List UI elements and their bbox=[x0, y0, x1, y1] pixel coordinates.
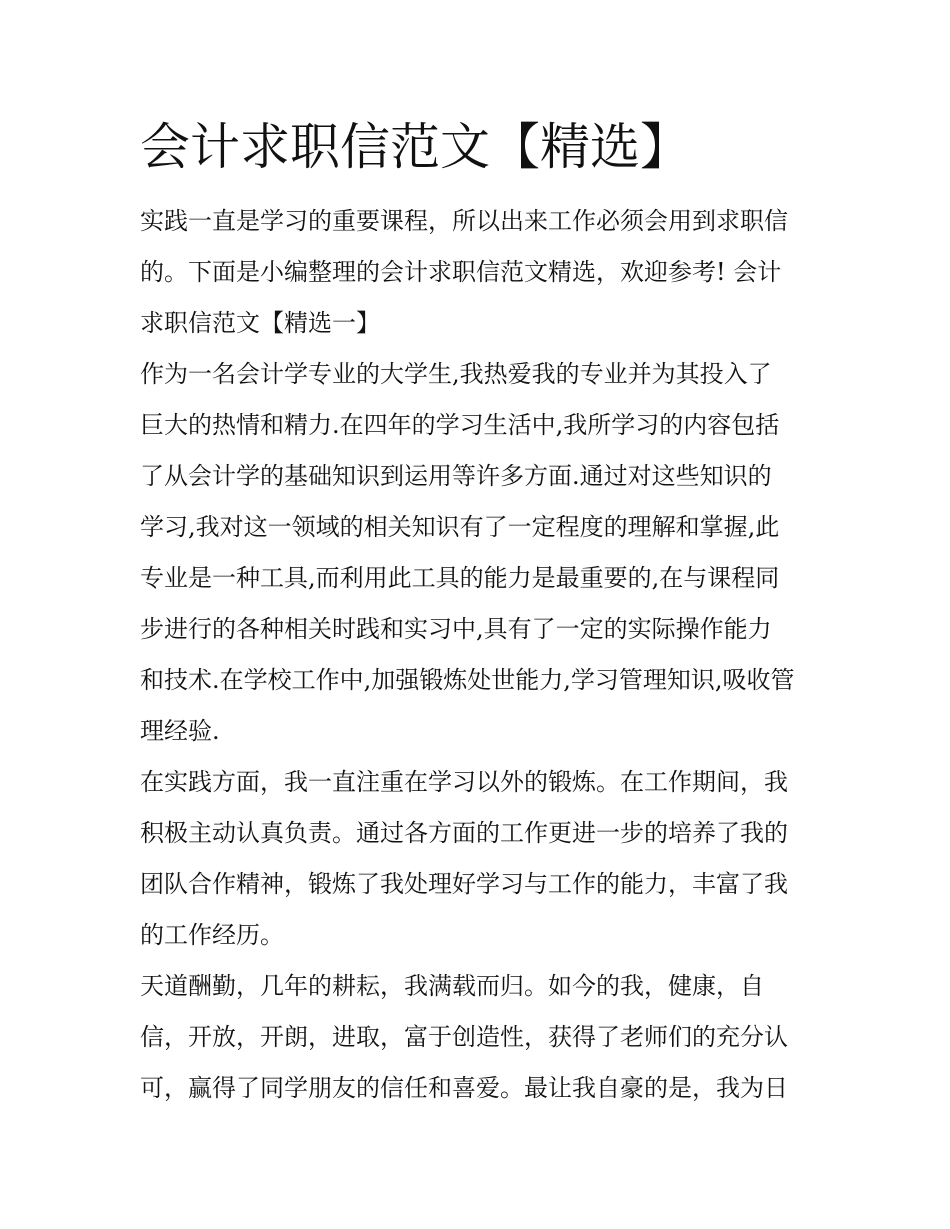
text-line: 求职信范文【精选一】 bbox=[140, 309, 380, 337]
text-line: 在实践方面，我一直注重在学习以外的锻炼。在工作期间，我 bbox=[140, 768, 788, 796]
text-line: 天道酬勤，几年的耕耘，我满载而归。如今的我，健康，自 bbox=[140, 972, 764, 1000]
text-line: 积极主动认真负责。通过各方面的工作更进一步的培养了我的 bbox=[140, 819, 788, 847]
text-line: 理经验. bbox=[140, 717, 220, 745]
text-line: 可，赢得了同学朋友的信任和喜爱。最让我自豪的是，我为日 bbox=[140, 1074, 788, 1102]
text-line: 了从会计学的基础知识到运用等许多方面.通过对这些知识的 bbox=[140, 462, 772, 490]
text-line: 学习,我对这一领域的相关知识有了一定程度的理解和掌握,此 bbox=[140, 513, 780, 541]
text-line: 专业是一种工具,而利用此工具的能力是最重要的,在与课程同 bbox=[140, 564, 780, 592]
text-line: 团队合作精神，锻炼了我处理好学习与工作的能力，丰富了我 bbox=[140, 870, 788, 898]
text-line: 的工作经历。 bbox=[140, 921, 284, 949]
text-line: 和技术.在学校工作中,加强锻炼处世能力,学习管理知识,吸收管 bbox=[140, 666, 795, 694]
text-line: 作为一名会计学专业的大学生,我热爱我的专业并为其投入了 bbox=[140, 360, 772, 388]
document-title: 会计求职信范文【精选】 bbox=[140, 118, 690, 176]
document-body bbox=[140, 196, 820, 1114]
text-line: 信，开放，开朗，进取，富于创造性，获得了老师们的充分认 bbox=[140, 1023, 788, 1051]
text-line: 步进行的各种相关时践和实习中,具有了一定的实际操作能力 bbox=[140, 615, 772, 643]
text-line: 巨大的热情和精力.在四年的学习生活中,我所学习的内容包括 bbox=[140, 411, 780, 439]
text-line: 实践一直是学习的重要课程，所以出来工作必须会用到求职信 bbox=[140, 207, 788, 235]
text-line: 的。下面是小编整理的会计求职信范文精选，欢迎参考! 会计 bbox=[140, 258, 782, 286]
